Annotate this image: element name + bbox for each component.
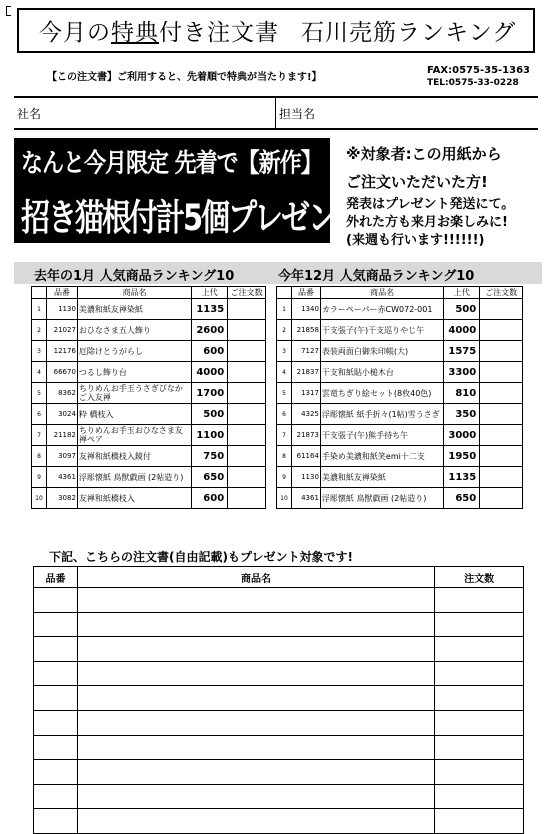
- right-ranking-title: 今年12月 人気商品ランキング10: [278, 269, 475, 284]
- name-cell: ちりめんお手玉おひなさま友禅ペア: [77, 425, 191, 446]
- table-row: [277, 341, 523, 362]
- table-row: [32, 467, 266, 488]
- rank-cell: 6: [32, 404, 47, 425]
- free-code-cell[interactable]: [34, 588, 78, 613]
- free-name-cell[interactable]: [77, 686, 434, 711]
- qty-input-cell[interactable]: [480, 362, 523, 383]
- free-code-cell[interactable]: [34, 661, 78, 686]
- price-cell: 810: [444, 383, 480, 404]
- free-qty-cell[interactable]: [435, 784, 524, 809]
- rank-col-header: [32, 287, 47, 299]
- table-row: [277, 362, 523, 383]
- free-code-cell[interactable]: [34, 735, 78, 760]
- free-name-cell[interactable]: [77, 588, 434, 613]
- price-cell: 1135: [444, 467, 480, 488]
- person-label: 担当名: [279, 106, 316, 121]
- qty-input-cell[interactable]: [480, 383, 523, 404]
- table-row: [277, 404, 523, 425]
- rank-cell: 10: [32, 488, 47, 509]
- title-suffix: 付き注文書: [159, 20, 279, 46]
- name-cell: 浮彫懐紙 鳥獣戯画 (2帖造り): [320, 488, 443, 509]
- rank-cell: 9: [277, 467, 292, 488]
- price-cell: 600: [192, 341, 228, 362]
- free-order-row: [34, 809, 524, 834]
- code-cell: 12176: [46, 341, 77, 362]
- page-title: [17, 8, 535, 53]
- name-cell: 干支和紙貼小槌木台: [320, 362, 443, 383]
- name-cell: 美濃和紙友禅染紙: [320, 467, 443, 488]
- table-row: [277, 299, 523, 320]
- fax-number: FAX:0575-35-1363: [427, 65, 531, 76]
- table-row: [277, 446, 523, 467]
- ranking-table-right: [276, 286, 523, 509]
- free-order-row: [34, 637, 524, 662]
- table-row: [32, 425, 266, 446]
- price-cell: 4000: [444, 320, 480, 341]
- name-cell: 浮彫懐紙 紙手折々(1帖)雪うさぎ: [320, 404, 443, 425]
- table-row: [32, 362, 266, 383]
- rank-cell: 9: [32, 467, 47, 488]
- price-cell: 500: [192, 404, 228, 425]
- company-label: 社名: [17, 106, 42, 121]
- free-name-cell[interactable]: [77, 710, 434, 735]
- free-qty-header: 注文数: [435, 567, 524, 588]
- free-order-row: [34, 735, 524, 760]
- name-cell: 手染め美濃和紙笑emi十二支: [320, 446, 443, 467]
- name-cell: 友禅和紙橋枝入鏡付: [77, 446, 191, 467]
- price-cell: 2600: [192, 320, 228, 341]
- free-order-table: [33, 566, 524, 834]
- code-cell: 7127: [291, 341, 320, 362]
- qty-input-cell[interactable]: [480, 299, 523, 320]
- code-cell: 4361: [291, 488, 320, 509]
- table-row: [32, 299, 266, 320]
- name-cell: 友禅和紙橋枝入: [77, 488, 191, 509]
- free-order-row: [34, 710, 524, 735]
- qty-input-cell[interactable]: [480, 341, 523, 362]
- table-row: [277, 488, 523, 509]
- rank-cell: 2: [277, 320, 292, 341]
- qty-input-cell[interactable]: [228, 299, 266, 320]
- price-cell: 1700: [192, 383, 228, 404]
- name-cell: つるし飾り台: [77, 362, 191, 383]
- qty-input-cell[interactable]: [480, 446, 523, 467]
- free-code-cell[interactable]: [34, 612, 78, 637]
- code-cell: 1340: [291, 299, 320, 320]
- table-row: [277, 320, 523, 341]
- table-row: [277, 383, 523, 404]
- free-name-header: 商品名: [77, 567, 434, 588]
- left-ranking-title: 去年の1月 人気商品ランキング10: [34, 269, 235, 284]
- code-cell: 61164: [291, 446, 320, 467]
- rank-cell: 3: [277, 341, 292, 362]
- target-notice: [346, 140, 502, 196]
- name-cell: 干支張子(午)干支巡りやじ午: [320, 320, 443, 341]
- price-cell: 600: [192, 488, 228, 509]
- code-col-header: 品番: [291, 287, 320, 299]
- free-qty-cell[interactable]: [435, 760, 524, 785]
- code-cell: 21027: [46, 320, 77, 341]
- free-code-cell[interactable]: [34, 760, 78, 785]
- free-order-row: [34, 588, 524, 613]
- rank-cell: 5: [277, 383, 292, 404]
- usage-note: 【この注文書】ご利用すると、先着順で特典が当たります!】: [47, 72, 322, 83]
- qty-input-cell[interactable]: [480, 320, 523, 341]
- price-cell: 3300: [444, 362, 480, 383]
- free-code-cell[interactable]: [34, 686, 78, 711]
- free-name-cell[interactable]: [77, 735, 434, 760]
- price-cell: 500: [444, 299, 480, 320]
- name-col-header: 商品名: [77, 287, 191, 299]
- target-line-1: ※対象者:この用紙から: [346, 145, 502, 163]
- target-line-2: ご注文いただいた方!: [346, 173, 488, 191]
- free-order-row: [34, 784, 524, 809]
- promo-line-2: 招き猫根付計5個プレゼント!: [21, 196, 374, 239]
- table-row: [32, 383, 266, 404]
- free-name-cell[interactable]: [77, 784, 434, 809]
- code-cell: 3082: [46, 488, 77, 509]
- name-cell: 浮彫懐紙 鳥獣戯画 (2帖造り): [77, 467, 191, 488]
- target-line-4: 外れた方も来月お楽しみに!: [346, 215, 508, 230]
- price-cell: 1950: [444, 446, 480, 467]
- ranking-table-left: [31, 286, 266, 509]
- code-cell: 4361: [46, 467, 77, 488]
- qty-col-header: ご注文数: [480, 287, 523, 299]
- price-col-header: 上代: [192, 287, 228, 299]
- rank-cell: 7: [32, 425, 47, 446]
- free-qty-cell[interactable]: [435, 612, 524, 637]
- price-cell: 750: [192, 446, 228, 467]
- free-name-cell[interactable]: [77, 637, 434, 662]
- qty-input-cell[interactable]: [228, 362, 266, 383]
- table-row: [32, 446, 266, 467]
- name-cell: カラーペーパー赤CW072-001: [320, 299, 443, 320]
- free-order-row: [34, 760, 524, 785]
- rank-cell: 7: [277, 425, 292, 446]
- qty-input-cell[interactable]: [228, 488, 266, 509]
- qty-input-cell[interactable]: [228, 404, 266, 425]
- qty-input-cell[interactable]: [228, 446, 266, 467]
- free-code-header: 品番: [34, 567, 78, 588]
- rank-col-header: [277, 287, 292, 299]
- rank-cell: 4: [32, 362, 47, 383]
- title-prefix: 今月の: [39, 20, 111, 46]
- code-cell: 21858: [291, 320, 320, 341]
- table-row: [32, 320, 266, 341]
- name-cell: おひなさま五人飾り: [77, 320, 191, 341]
- price-cell: 350: [444, 404, 480, 425]
- free-qty-cell[interactable]: [435, 588, 524, 613]
- announce-notice: [346, 196, 514, 250]
- code-cell: 3097: [46, 446, 77, 467]
- free-order-row: [34, 612, 524, 637]
- rank-cell: 3: [32, 341, 47, 362]
- qty-input-cell[interactable]: [228, 320, 266, 341]
- rank-cell: 5: [32, 383, 47, 404]
- code-cell: 1317: [291, 383, 320, 404]
- free-name-cell[interactable]: [77, 612, 434, 637]
- table-row: [32, 404, 266, 425]
- free-order-row: [34, 661, 524, 686]
- table-row: [32, 488, 266, 509]
- code-cell: 21837: [291, 362, 320, 383]
- table-row: [277, 425, 523, 446]
- price-cell: 4000: [192, 362, 228, 383]
- free-code-cell[interactable]: [34, 710, 78, 735]
- qty-input-cell[interactable]: [480, 488, 523, 509]
- free-qty-cell[interactable]: [435, 661, 524, 686]
- name-cell: 粋 橋枝入: [77, 404, 191, 425]
- promo-line-1: なんと今月限定 先着で【新作】: [21, 149, 322, 179]
- free-code-cell[interactable]: [34, 809, 78, 834]
- code-cell: 1130: [291, 467, 320, 488]
- name-col-header: 商品名: [320, 287, 443, 299]
- qty-col-header: ご注文数: [228, 287, 266, 299]
- free-code-cell[interactable]: [34, 637, 78, 662]
- name-cell: 干支張子(午)熊手持ち午: [320, 425, 443, 446]
- name-cell: 雲竜ちぎり絵セット(8枚40色): [320, 383, 443, 404]
- free-qty-cell[interactable]: [435, 637, 524, 662]
- qty-input-cell[interactable]: [480, 404, 523, 425]
- rank-cell: 8: [277, 446, 292, 467]
- free-name-cell[interactable]: [77, 809, 434, 834]
- title-underlined: 特典: [111, 20, 159, 46]
- price-cell: 650: [192, 467, 228, 488]
- free-qty-cell[interactable]: [435, 710, 524, 735]
- code-cell: 66670: [46, 362, 77, 383]
- ranking-header-bar: [14, 262, 542, 284]
- free-order-title: 下記、こちらの注文書(自由記載)もプレゼント対象です!: [49, 550, 353, 564]
- customer-info-row: [14, 96, 538, 130]
- shop-title: 石川売筋ランキング: [301, 20, 517, 46]
- person-field[interactable]: [276, 98, 538, 128]
- free-qty-cell[interactable]: [435, 809, 524, 834]
- rank-cell: 6: [277, 404, 292, 425]
- rank-cell: 4: [277, 362, 292, 383]
- rank-cell: 2: [32, 320, 47, 341]
- qty-input-cell[interactable]: [228, 425, 266, 446]
- price-cell: 1100: [192, 425, 228, 446]
- name-cell: ちりめんお手玉うさぎびなかご入友禅: [77, 383, 191, 404]
- corner-mark: [6, 6, 11, 16]
- free-order-row: [34, 686, 524, 711]
- qty-input-cell[interactable]: [228, 341, 266, 362]
- promo-banner: [14, 138, 374, 243]
- code-cell: 21873: [291, 425, 320, 446]
- target-line-5: (来週も行います!!!!!!): [346, 233, 485, 248]
- name-cell: 表装両面白御朱印帳(大): [320, 341, 443, 362]
- rank-cell: 8: [32, 446, 47, 467]
- code-cell: 8362: [46, 383, 77, 404]
- price-cell: 1135: [192, 299, 228, 320]
- rank-cell: 1: [277, 299, 292, 320]
- free-name-cell[interactable]: [77, 661, 434, 686]
- tel-number: TEL:0575-33-0228: [427, 78, 519, 88]
- name-cell: 厄除けとうがらし: [77, 341, 191, 362]
- rank-cell: 10: [277, 488, 292, 509]
- qty-input-cell[interactable]: [480, 425, 523, 446]
- company-field[interactable]: [14, 98, 276, 128]
- qty-input-cell[interactable]: [228, 467, 266, 488]
- free-code-cell[interactable]: [34, 784, 78, 809]
- table-row: [277, 467, 523, 488]
- free-name-cell[interactable]: [77, 760, 434, 785]
- name-cell: 美濃和紙友禅染紙: [77, 299, 191, 320]
- price-cell: 650: [444, 488, 480, 509]
- free-qty-cell[interactable]: [435, 686, 524, 711]
- code-cell: 3024: [46, 404, 77, 425]
- table-row: [32, 341, 266, 362]
- contact-info: [427, 64, 530, 90]
- target-line-3: 発表はプレゼント発送にて。: [346, 197, 515, 212]
- code-cell: 1130: [46, 299, 77, 320]
- qty-input-cell[interactable]: [480, 467, 523, 488]
- price-col-header: 上代: [444, 287, 480, 299]
- free-qty-cell[interactable]: [435, 735, 524, 760]
- code-cell: 4325: [291, 404, 320, 425]
- code-cell: 21182: [46, 425, 77, 446]
- rank-cell: 1: [32, 299, 47, 320]
- price-cell: 3000: [444, 425, 480, 446]
- price-cell: 1575: [444, 341, 480, 362]
- code-col-header: 品番: [46, 287, 77, 299]
- qty-input-cell[interactable]: [228, 383, 266, 404]
